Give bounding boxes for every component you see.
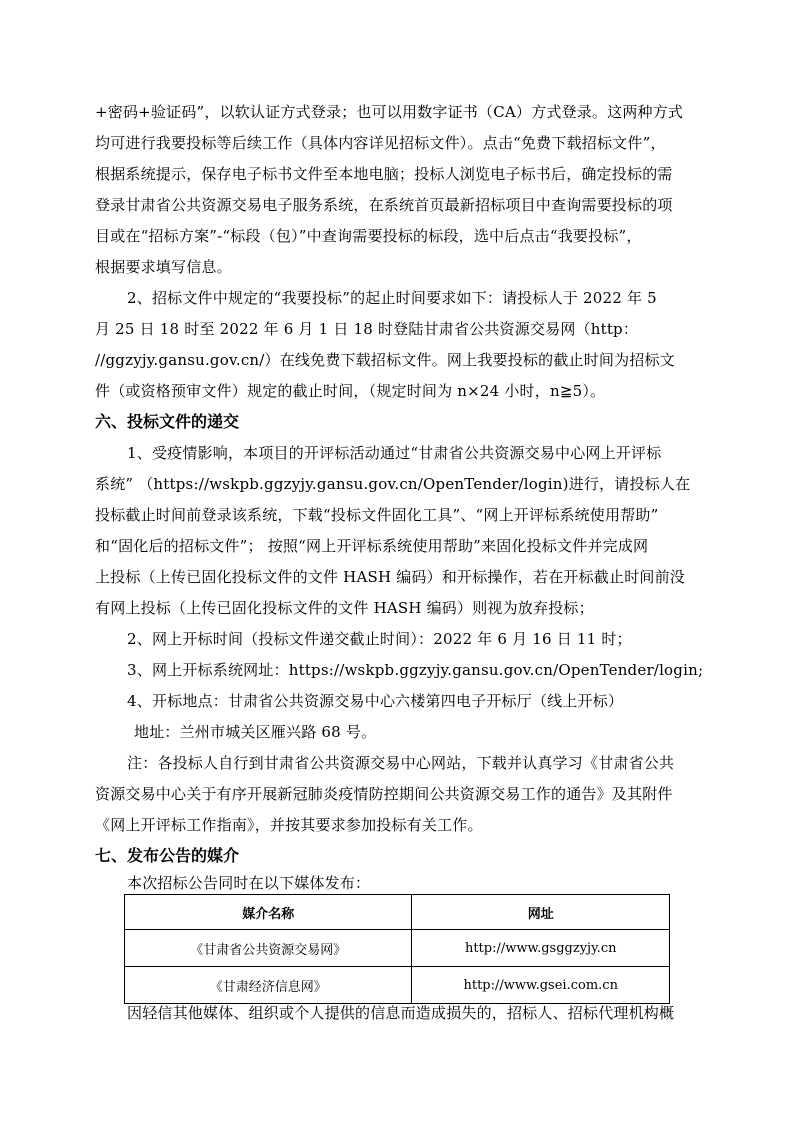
text-line: 2、网上开标时间（投标文件递交截止时间）：2022 年 6 月 16 日 11 时； — [127, 630, 632, 648]
table-cell: 《甘肃省公共资源交易网》 — [125, 930, 412, 967]
text-line: 《网上开评标工作指南》，并按其要求参加投标有关工作。 — [95, 816, 483, 834]
text-line: 资源交易中心关于有序开展新冠肺炎疫情防控期间公共资源交易工作的通告》及其附件 — [95, 785, 673, 803]
text-line: 投标截止时间前登录该系统，下载“投标文件固化工具”、“网上开评标系统使用帮助” — [95, 506, 659, 524]
table-cell: 《甘肃经济信息网》 — [125, 967, 412, 1004]
table-header-row — [125, 895, 670, 930]
section-heading: 六、投标文件的递交 — [95, 412, 240, 431]
text-line: 有网上投标（上传已固化投标文件的文件 HASH 编码）则视为放弃投标； — [95, 599, 594, 617]
text-line: 均可进行我要投标等后续工作（具体内容详见招标文件）。点击“免费下载招标文件”， — [95, 134, 666, 152]
text-line: 2、招标文件中规定的“我要投标”的起止时间要求如下：请投标人于 2022 年 5 — [127, 289, 657, 307]
table-header-cell: 网址 — [412, 895, 670, 930]
text-line: 件（或资格预审文件）规定的截止时间，（规定时间为 n×24 小时，n≧5）。 — [95, 382, 606, 400]
text-line: 和“固化后的招标文件”； 按照“网上开评标系统使用帮助”来固化投标文件并完成网 — [95, 537, 649, 555]
table-header-cell: 媒介名称 — [125, 895, 412, 930]
table-cell: http://www.gsei.com.cn — [412, 967, 670, 1004]
text-line: 根据要求填写信息。 — [95, 258, 232, 276]
text-line: //ggzyjy.gansu.gov.cn/）在线免费下载招标文件。网上我要投标的截止时间为招标文 — [95, 351, 675, 369]
text-line: 地址：兰州市城关区雁兴路 68 号。 — [134, 723, 377, 741]
text-line: 月 25 日 18 时至 2022 年 6 月 1 日 18 时登陆甘肃省公共资源交易网（http： — [95, 320, 639, 338]
text-line: 注：各投标人自行到甘肃省公共资源交易中心网站，下载并认真学习《甘肃省公共 — [127, 754, 675, 772]
text-line: 登录甘肃省公共资源交易电子服务系统，在系统首页最新招标项目中查询需要投标的项 — [95, 196, 673, 214]
text-line: 目或在“招标方案”-“标段（包）”中查询需要投标的标段，选中后点击“我要投标”， — [95, 227, 642, 245]
text-line: 1、受疫情影响，本项目的开评标活动通过“甘肃省公共资源交易中心网上开评标 — [127, 444, 662, 462]
text-line: 根据系统提示，保存电子标书文件至本地电脑；投标人浏览电子标书后，确定投标的需 — [95, 165, 673, 183]
section-heading: 七、发布公告的媒介 — [95, 846, 240, 865]
media-table — [124, 894, 670, 1004]
table-cell: http://www.gsggzyjy.cn — [412, 930, 670, 967]
text-line: 上投标（上传已固化投标文件的文件 HASH 编码）和开标操作，若在开标截止时间前没 — [95, 568, 686, 586]
text-line: 本次招标公告同时在以下媒体发布： — [127, 874, 371, 892]
table-row — [125, 930, 670, 967]
table-row — [125, 967, 670, 1004]
text-line: 因轻信其他媒体、组织或个人提供的信息而造成损失的，招标人、招标代理机构概 — [127, 1004, 675, 1022]
text-line: 系统” （https://wskpb.ggzyjy.gansu.gov.cn/OpenTender/login)进行，请投标人在 — [95, 475, 691, 493]
text-line: 3、网上开标系统网址：https://wskpb.ggzyjy.gansu.gov.cn/OpenTender/login; — [127, 661, 704, 679]
text-line: +密码+验证码”，以软认证方式登录；也可以用数字证书（CA）方式登录。这两种方式 — [95, 103, 684, 121]
text-line: 4、开标地点：甘肃省公共资源交易中心六楼第四电子开标厅（线上开标） — [127, 692, 624, 710]
